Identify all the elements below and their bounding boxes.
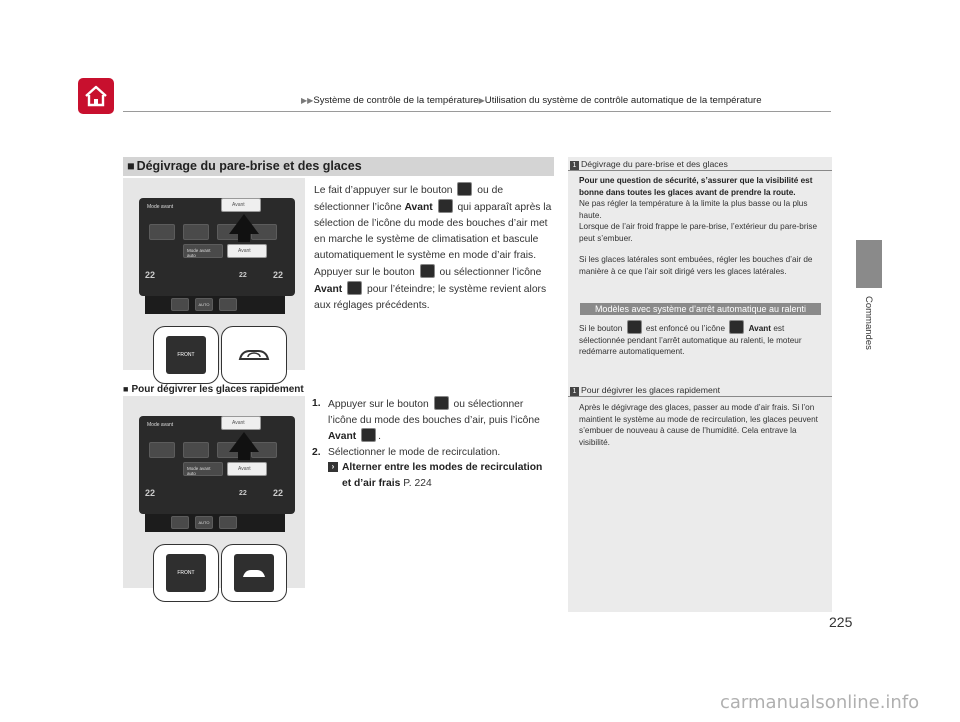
front-defrost-icon: FRONT (166, 336, 206, 374)
note-title-1: 1 Dégivrage du pare-brise et des glaces (570, 159, 728, 170)
list-item: 2. Sélectionner le mode de recirculation. (312, 446, 501, 458)
note-1-idle-stop: Si le bouton est enfoncé ou l’icône Avant est sélectionnée pendant l’arrêt automatique au ralenti, le moteur redémarre automatiquement. (579, 320, 824, 358)
auto-button[interactable]: AUTO (195, 298, 213, 311)
car-recirculation-icon (236, 345, 272, 365)
paragraph-2: Appuyer sur le bouton ou sélectionner l’icône Avant pour l’éteindre; le système revient alors aux réglages précédents. (314, 264, 554, 314)
rapid-defrost-steps (312, 396, 552, 491)
watermark: carmanualsonline.info (720, 692, 920, 713)
auto-button[interactable]: AUTO (195, 516, 213, 529)
recirculation-callout (221, 544, 287, 602)
front-defrost-icon: FRONT (166, 554, 206, 592)
home-button[interactable] (78, 78, 114, 114)
callout-arrow (229, 214, 259, 234)
square-bullet-icon: ■ (127, 159, 135, 173)
avant-option[interactable]: Avant (227, 244, 267, 258)
model-bar: Modèles avec système d’arrêt automatique au ralenti (580, 303, 821, 315)
temp-right: 22 (273, 488, 284, 498)
note-icon: 1 (570, 161, 579, 170)
chapter-tab-label: Commandes (863, 296, 874, 350)
temp-mid: 22 (239, 272, 247, 279)
mode-avant-auto-button[interactable]: Mode avant auto (183, 462, 223, 476)
note-title-2: 1 Pour dégivrer les glaces rapidement (570, 385, 720, 396)
front-defrost-icon (420, 264, 435, 278)
button-strip (145, 296, 285, 314)
defrost-icon (729, 320, 744, 334)
avant-popup[interactable]: Avant (221, 198, 261, 212)
section-heading: ■ Dégivrage du pare-brise et des glaces (123, 157, 554, 176)
recirculation-icon (234, 554, 274, 592)
mode-button[interactable] (183, 224, 209, 240)
front-defrost-callout (153, 326, 219, 384)
paragraph-1: Le fait d’appuyer sur le bouton ou de sélectionner l’icône Avant qui apparaît après la sélection de l’icône du mode des bouches d’air met en marche le système de climatisation et bascule automatiquement le système en mode d’air frais. (314, 182, 554, 264)
breadcrumb-arrow-icon: ▶ (478, 96, 485, 105)
note-divider (568, 396, 832, 397)
button-strip (145, 514, 285, 532)
list-item: 1. Appuyer sur le bouton ou sélectionner l’icône du mode des bouches d’air, puis l’icône Avant . (312, 398, 540, 442)
temp-mid: 22 (239, 490, 247, 497)
callout-stem (238, 234, 250, 242)
page-number: 225 (829, 614, 853, 630)
screen-title: Mode avant (147, 204, 174, 210)
front-defrost-icon (457, 182, 472, 196)
temp-left: 22 (145, 270, 156, 280)
mode-button[interactable] (183, 442, 209, 458)
breadcrumb-link-1[interactable]: Système de contrôle de la température (313, 95, 479, 106)
square-bullet-icon: ■ (123, 384, 129, 394)
breadcrumb-arrow-icon: ▶▶ (301, 96, 314, 105)
temp-right: 22 (273, 270, 284, 280)
touchscreen-panel (139, 198, 295, 296)
note-divider (568, 170, 832, 171)
defrost-icon (361, 428, 376, 442)
breadcrumb-link-2[interactable]: Utilisation du système de contrôle automatique de la température (484, 95, 762, 106)
defrost-icon (347, 281, 362, 295)
home-icon (83, 84, 109, 108)
front-defrost-icon (627, 320, 642, 334)
callout-stem (238, 452, 250, 460)
avant-popup[interactable]: Avant (221, 416, 261, 430)
temp-left: 22 (145, 488, 156, 498)
front-defrost-callout (153, 544, 219, 602)
breadcrumb (301, 95, 762, 106)
mode-button[interactable] (149, 442, 175, 458)
note-2-text: Après le dégivrage des glaces, passer au mode d’air frais. Si l’on maintient le système au mode de recirculation, les glaces peuvent s’embuer de nouveau à cause de l’humidité. Cela entrave la visibilité. (579, 403, 818, 447)
front-defrost-icon (434, 396, 449, 410)
header-divider (123, 111, 831, 112)
defrost-icon (438, 199, 453, 213)
rapid-defrost-heading: ■ Pour dégivrer les glaces rapidement (123, 384, 304, 395)
reference-arrow-icon: › (328, 462, 338, 472)
avant-option[interactable]: Avant (227, 462, 267, 476)
note-icon: 1 (570, 387, 579, 396)
mode-button[interactable] (149, 224, 175, 240)
recirc-button[interactable] (219, 298, 237, 311)
note-1-text: Pour une question de sécurité, s’assurer que la visibilité est bonne dans toutes les glaces avant de prendre la route. Ne pas régler la température à la limite la plus basse ou la plus haute. Lorsque de l’air froid frappe le pare-brise, l’extérieur du pare-brise peut s’embuer. Si les glaces latérales sont embuées, régler les bouches d’air de manière à ce que l’air soit dirigé vers les glaces latérales. (579, 176, 818, 276)
cross-reference[interactable]: › Alterner entre les modes de recirculation et d’air frais P. 224 (312, 460, 552, 491)
front-defrost-button[interactable] (171, 516, 189, 529)
recirc-button[interactable] (219, 516, 237, 529)
climate-panel-illustration-1 (123, 178, 305, 370)
mode-avant-auto-button[interactable]: Mode avant auto (183, 244, 223, 258)
recirculation-callout (221, 326, 287, 384)
callout-arrow (229, 432, 259, 452)
chapter-tab[interactable] (856, 240, 882, 288)
front-defrost-button[interactable] (171, 298, 189, 311)
screen-title: Mode avant (147, 422, 174, 428)
climate-panel-illustration-2 (123, 396, 305, 588)
touchscreen-panel (139, 416, 295, 514)
